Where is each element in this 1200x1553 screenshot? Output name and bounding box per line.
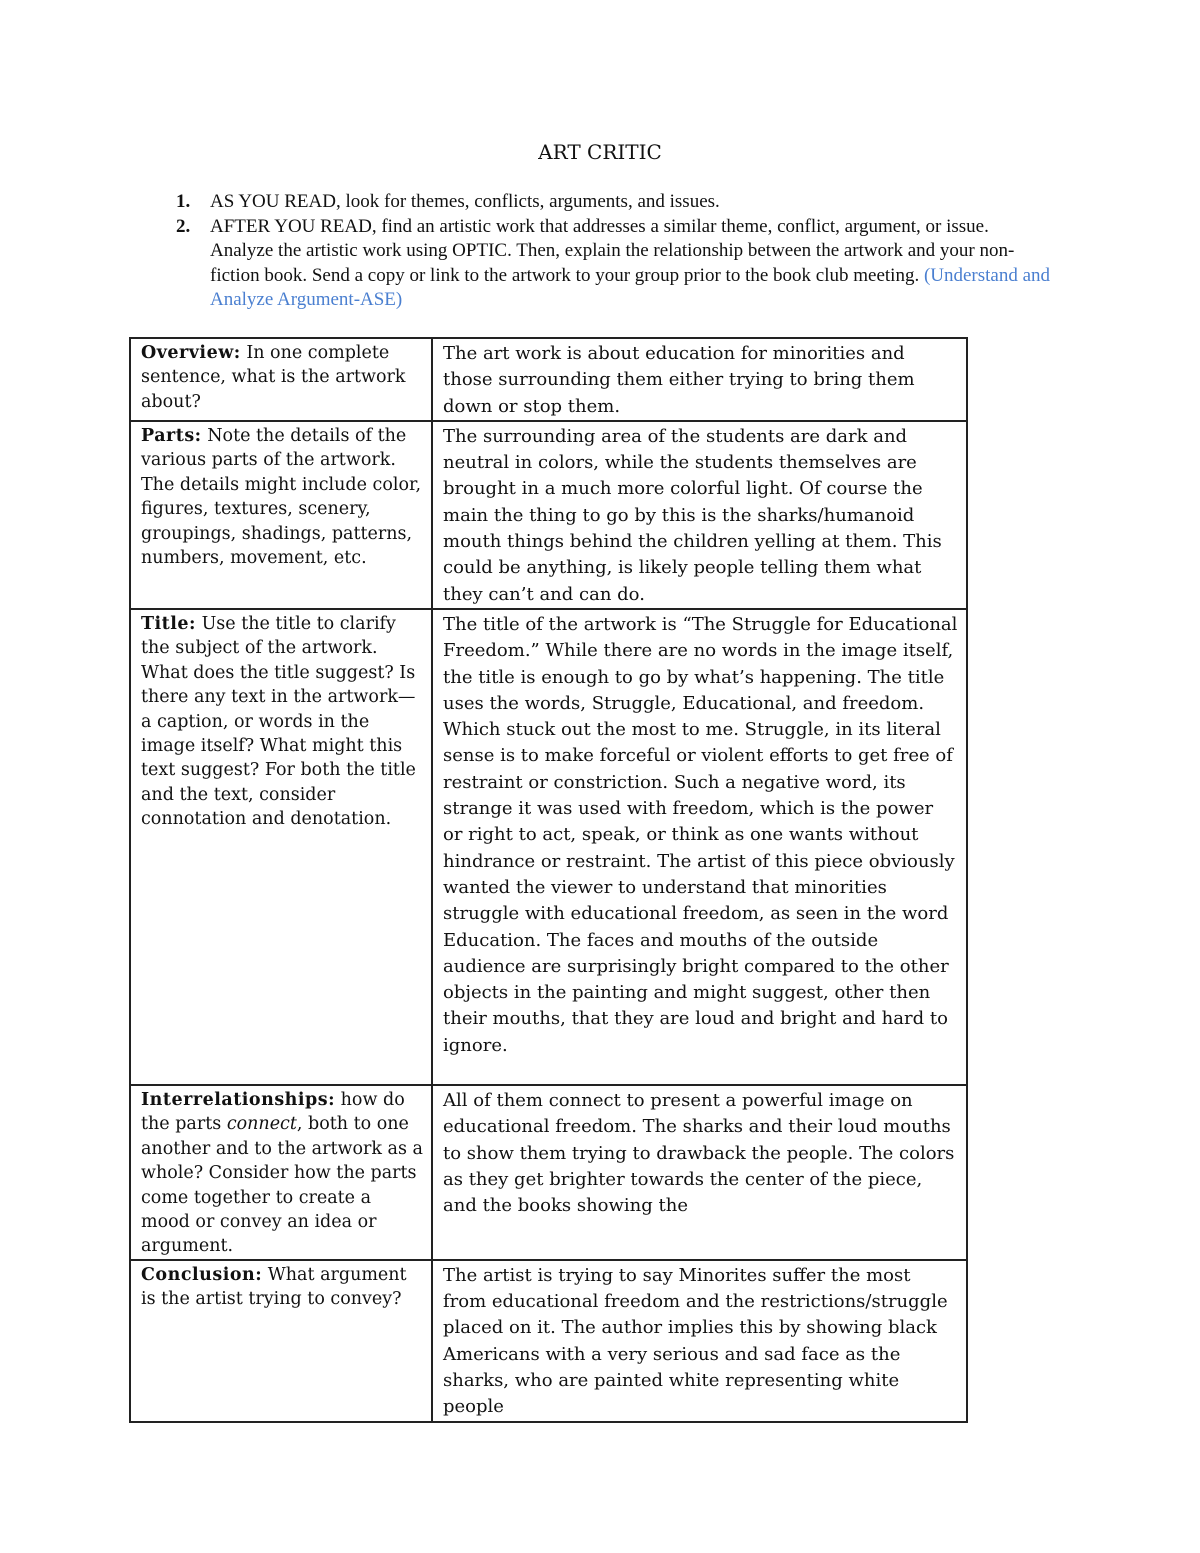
interrelationships-response-cell [432, 1085, 967, 1260]
conclusion-prompt: What argument is the artist trying to convey? [141, 1264, 407, 1310]
instruction-text: AS YOU READ, look for themes, conflicts, arguments, and issues. [210, 191, 720, 212]
parts-response-cell [432, 421, 967, 609]
parts-response: The surrounding area of the students are dark and neutral in colors, while the students themselves are brought in a much more colorful light. Of course the main the thing to go by this is the sharks/humanoid mouth things behind the children yelling at them. This could be anything, is likely people telling them what they can’t and can do. [443, 425, 942, 605]
ase-standard-link[interactable]: (Understand and Analyze Argument-ASE) [210, 264, 1051, 310]
conclusion-term: Conclusion: [141, 1264, 263, 1285]
instructions-list [172, 190, 1052, 313]
instruction-text: AFTER YOU READ, find an artistic work that addresses a similar theme, conflict, argument, or issue. Analyze the artistic work using OPTIC. Then, explain the relationship between the artwork and your non-fiction book. Send a copy or link to the artwork to your group prior to the book club meeting. [210, 215, 1015, 286]
table-row-interrelationships [130, 1085, 967, 1260]
instruction-item-1 [172, 190, 1052, 215]
overview-term: Overview: [141, 343, 241, 363]
optic-table [129, 337, 968, 1423]
table-row-parts [130, 421, 967, 609]
instruction-number: 2. [176, 215, 191, 237]
parts-term: Parts: [141, 425, 202, 446]
interrelationships-prompt-emphasis: connect [226, 1114, 297, 1135]
title-prompt: Use the title to clarify the subject of the artwork. What does the title suggest? Is there any text in the artwork—a caption, or words in the image itself? What might this text suggest? For both the title and the text, consider connotation and denotation. [141, 613, 416, 830]
document-title: ART CRITIC [538, 140, 662, 164]
conclusion-response: The artist is trying to say Minorites suffer the most from educational freedom and the restrictions/struggle placed on it. The author implies this by showing black Americans with a very serious and sad face as the sharks, who are painted white representing white people [443, 1264, 948, 1418]
overview-prompt-cell [130, 338, 432, 421]
interrelationships-prompt-after: , both to one another and to the artwork as a whole? Consider how the parts come together to create a mood or convey an idea or argument. [141, 1114, 423, 1257]
interrelationships-prompt-before: how do the parts [141, 1089, 405, 1135]
interrelationships-response: All of them connect to present a powerful image on educational freedom. The sharks and their loud mouths to show them trying to drawback the people. The colors as they get brighter towards the center of the piece, and the books showing the [443, 1089, 955, 1217]
overview-prompt: In one complete sentence, what is the artwork about? [141, 343, 406, 412]
title-response-cell [432, 609, 967, 1085]
parts-prompt-cell [130, 421, 432, 609]
table-row-title [130, 609, 967, 1085]
interrelationships-prompt-cell [130, 1085, 432, 1260]
conclusion-response-cell [432, 1260, 967, 1422]
conclusion-prompt-cell [130, 1260, 432, 1422]
interrelationships-term: Interrelationships: [141, 1089, 336, 1110]
title-response: The title of the artwork is “The Struggle for Educational Freedom.” While there are no words in the image itself, the title is enough to go by what’s happening. The title uses the words, Struggle, Educational, and freedom. Which stuck out the most to me. Struggle, in its literal sense is to make forceful or violent efforts to get free of restraint or constriction. Such a negative word, its strange it was used with freedom, which is the power or right to act, speak, or think as one wants without hindrance or restraint. The artist of this piece obviously wanted the viewer to understand that minorities struggle with educational freedom, as seen in the word Education. The faces and mouths of the outside audience are surprisingly bright compared to the other objects in the painting and might suggest, other then their mouths, that they are loud and bright and hard to ignore. [443, 613, 958, 1056]
table-row-overview [130, 338, 967, 421]
instruction-item-2 [172, 215, 1052, 313]
overview-response-cell [432, 338, 967, 421]
table-row-conclusion [130, 1260, 967, 1422]
overview-response: The art work is about education for minorities and those surrounding them either trying to bring them down or stop them. [443, 343, 915, 417]
parts-prompt: Note the details of the various parts of the artwork. The details might include color, figures, textures, scenery, groupings, shadings, patterns, numbers, movement, etc. [141, 425, 422, 568]
instruction-number: 1. [176, 191, 191, 212]
title-prompt-cell [130, 609, 432, 1085]
title-term: Title: [141, 613, 196, 634]
